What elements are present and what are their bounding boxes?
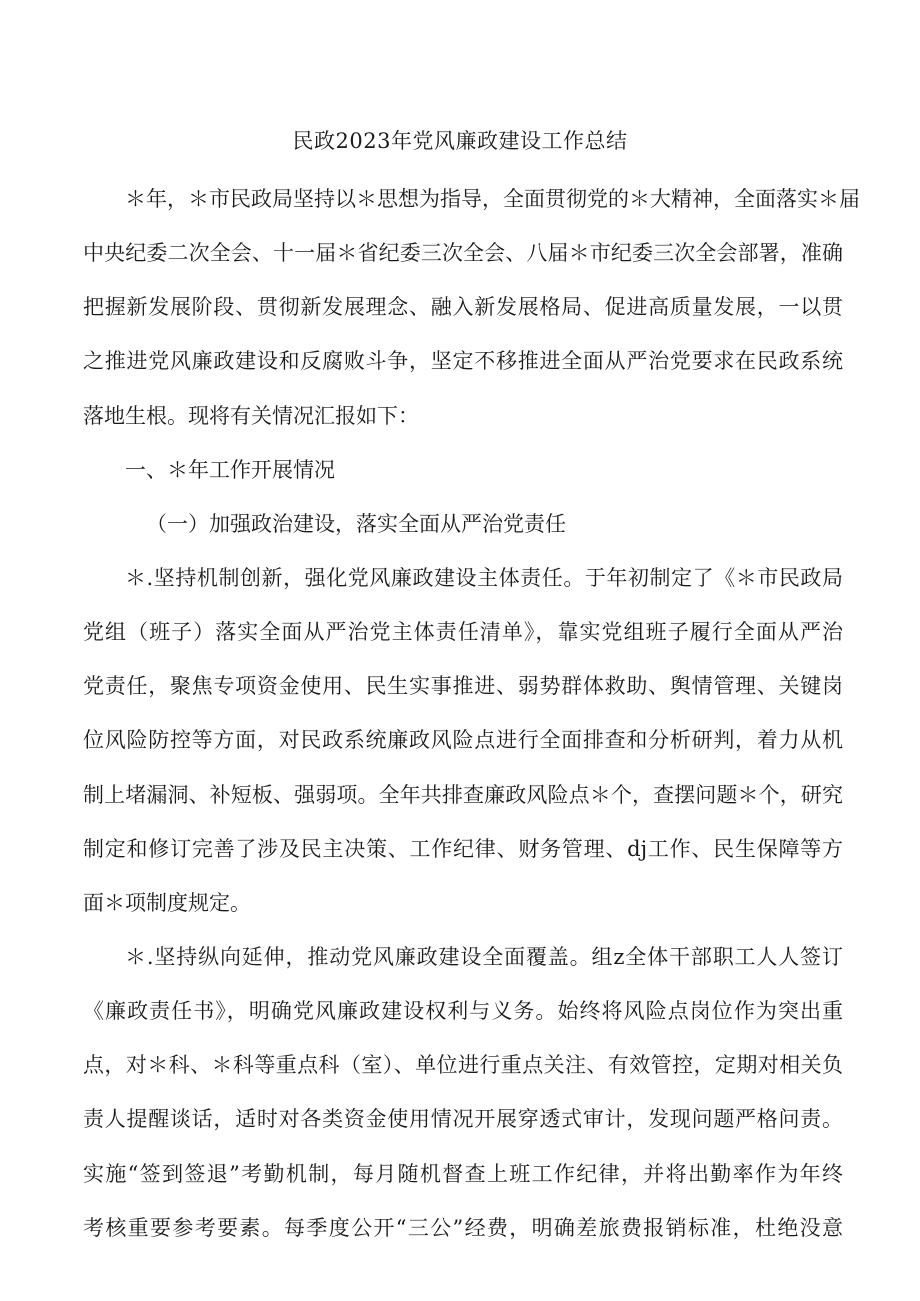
text-line: 之推进党风廉政建设和反腐败斗争，坚定不移推进全面从严治党要求在民政系统	[83, 349, 843, 374]
text-line: ＊.坚持纵向延伸，推动党风廉政建设全面覆盖。组z全体干部职工人人签订	[125, 944, 843, 969]
text-line: 落地生根。现将有关情况汇报如下：	[83, 403, 419, 428]
text-line: 党组（班子）落实全面从严治党主体责任清单》，靠实党组班子履行全面从严治	[83, 620, 843, 645]
text-line: 党责任，聚焦专项资金使用、民生实事推进、弱势群体救助、舆情管理、关键岗	[83, 674, 843, 699]
text-line: ＊.坚持机制创新，强化党风廉政建设主体责任。于年初制定了《＊市民政局	[125, 565, 843, 590]
text-line: 《廉政责任书》，明确党风廉政建设权利与义务。始终将风险点岗位作为突出重	[83, 999, 843, 1024]
text-line: 制上堵漏洞、补短板、强弱项。全年共排查廉政风险点＊个，查摆问题＊个，研究	[83, 782, 843, 807]
text-line: 位风险防控等方面，对民政系统廉政风险点进行全面排查和分析研判，着力从机	[83, 728, 843, 753]
text-line: 一、＊年工作开展情况	[125, 457, 335, 482]
text-line: ＊年，＊市民政局坚持以＊思想为指导，全面贯彻党的＊大精神，全面落实＊届	[125, 187, 860, 211]
document-title: 民政2023年党风廉政建设工作总结	[292, 129, 628, 153]
text-line: 责人提醒谈话，适时对各类资金使用情况开展穿透式审计，发现问题严格问责。	[83, 1107, 843, 1132]
text-line: 制定和修订完善了涉及民主决策、工作纪律、财务管理、dj工作、民生保障等方	[83, 836, 843, 861]
text-line: 考核重要参考要素。每季度公开“三公”经费，明确差旅费报销标准，杜绝没意	[83, 1215, 843, 1240]
text-line: 把握新发展阶段、贯彻新发展理念、融入新发展格局、促进高质量发展，一以贯	[83, 295, 843, 320]
text-line: 中央纪委二次全会、十一届＊省纪委三次全会、八届＊市纪委三次全会部署，准确	[83, 241, 843, 266]
text-line: 面＊项制度规定。	[83, 890, 251, 915]
text-line: 点，对＊科、＊科等重点科（室）、单位进行重点关注、有效管控，定期对相关负	[83, 1053, 843, 1078]
text-line: 实施“签到签退”考勤机制，每月随机督查上班工作纪律，并将出勤率作为年终	[83, 1161, 843, 1186]
text-line: （一）加强政治建设，落实全面从严治党责任	[146, 511, 566, 536]
document-body	[83, 172, 860, 1255]
